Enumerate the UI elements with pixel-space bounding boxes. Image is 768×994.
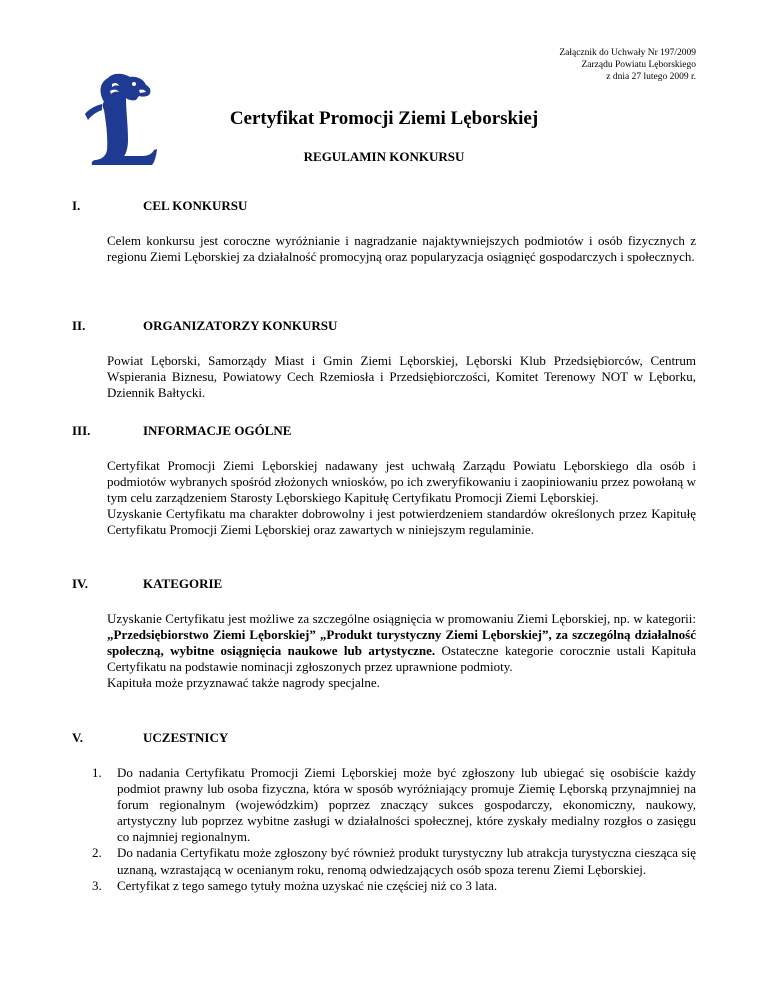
categories-rest: Ostateczne kategorie corocznie ustali Kapituła Certyfikatu na podstawie nominacji zgłoszonych przez uprawnione podmioty. (107, 643, 696, 675)
list-item-text: Do nadania Certyfikatu Promocji Ziemi Lęborskiej może być zgłoszony lub ubiegać się osobiście każdy podmiot prawny lub osoba fizyczna, która w sposób wyróżniający promuje Ziemię Lęborską przynajmniej na forum regionalnym (wojewódzkim) poprzez znaczący sukces gospodarczy, ekonomiczny, naukowy, artystyczny lub poprzez wybitne zasługi w działalności społecznej, które zyskały medialny rozgłos o zasięgu co najmniej regionalnym. (117, 765, 696, 845)
section-heading: CEL KONKURSU (143, 198, 248, 213)
section-paragraph: Powiat Lęborski, Samorządy Miast i Gmin Ziemi Lęborskiej, Lęborski Klub Przedsiębiorców, Centrum Wspierania Biznesu, Powiatowy Cech Rzemiosła i Przedsiębiorczości, Komitet Terenowy NOT w Lęborku, Dziennik Bałtycki. (107, 353, 696, 401)
list-item-text: Do nadania Certyfikatu może zgłoszony być również produkt turystyczny lub atrakcja turystyczna ciesząca się uznaną, wzrastającą w ocenianym roku, renomą odwiedzających osób spoza terenu Ziemi Lęborskiej. (117, 845, 696, 877)
categories-bold: „Przedsiębiorstwo Ziemi Lęborskiej” „Produkt turystyczny Ziemi Lęborskiej”, za szczególną działalność społeczną, wybitne osiągnięcia naukowe lub artystyczne. (107, 627, 696, 659)
section-heading: INFORMACJE OGÓLNE (143, 423, 292, 438)
section-text (107, 233, 696, 265)
annex-line-2: Zarządu Powiatu Lęborskiego (581, 60, 696, 70)
section-paragraph: Kapituła może przyznawać także nagrody specjalne. (107, 675, 380, 691)
list-item-number: 2. (92, 845, 102, 861)
list-item-text: Certyfikat z tego samego tytuły można uzyskać nie częściej niż co 3 lata. (117, 877, 498, 893)
categories-intro: Uzyskanie Certyfikatu jest możliwe za szczególne osiągnięcia w promowaniu Ziemi Lęborskiej, np. w kategorii: (107, 611, 696, 626)
annex-line-3: z dnia 27 lutego 2009 r. (606, 72, 696, 82)
annex-note (436, 47, 696, 83)
section-heading: KATEGORIE (143, 576, 223, 591)
document-title: Certyfikat Promocji Ziemi Lęborskiej (229, 108, 539, 129)
list-item (92, 765, 696, 845)
section-heading: ORGANIZATORZY KONKURSU (143, 318, 338, 333)
section-number: I. (72, 198, 81, 213)
section-paragraph: Certyfikat Promocji Ziemi Lęborskiej nadawany jest uchwałą Zarządu Powiatu Lęborskiego dla osób i podmiotów wybranych spośród złożonych wniosków, po ich zweryfikowaniu i zaopiniowaniu przez powołaną w tym celu zarządzeniem Starosty Lęborskiego Kapitułę Certyfikatu Promocji Ziemi Lęborskiej. (107, 458, 696, 506)
section-number: V. (72, 730, 83, 745)
section-text (107, 611, 696, 691)
document-subtitle: REGULAMIN KONKURSU (303, 149, 465, 164)
section-paragraph: Uzyskanie Certyfikatu ma charakter dobrowolny i jest potwierdzeniem standardów określonych przez Kapitułę Certyfikatu Promocji Ziemi Lęborskiej oraz zawartych w niniejszym regulaminie. (107, 506, 696, 538)
section-number: III. (72, 423, 91, 438)
participants-list (92, 765, 696, 894)
list-item (92, 845, 696, 877)
list-item-number: 3. (92, 877, 102, 893)
list-item-number: 1. (92, 765, 102, 780)
section-heading: UCZESTNICY (143, 730, 229, 745)
annex-line-1: Załącznik do Uchwały Nr 197/2009 (559, 48, 696, 58)
section-text (107, 353, 696, 401)
list-item (92, 878, 696, 894)
section-text (107, 458, 696, 538)
section-number: II. (72, 318, 86, 333)
section-paragraph (107, 611, 696, 675)
section-number: IV. (72, 576, 89, 591)
section-paragraph: Celem konkursu jest coroczne wyróżnianie i nagradzanie najaktywniejszych podmiotów i osób fizycznych z regionu Ziemi Lęborskiej za działalność promocyjną oraz popularyzacja osiągnięć gospodarczych i społecznych. (107, 233, 696, 265)
